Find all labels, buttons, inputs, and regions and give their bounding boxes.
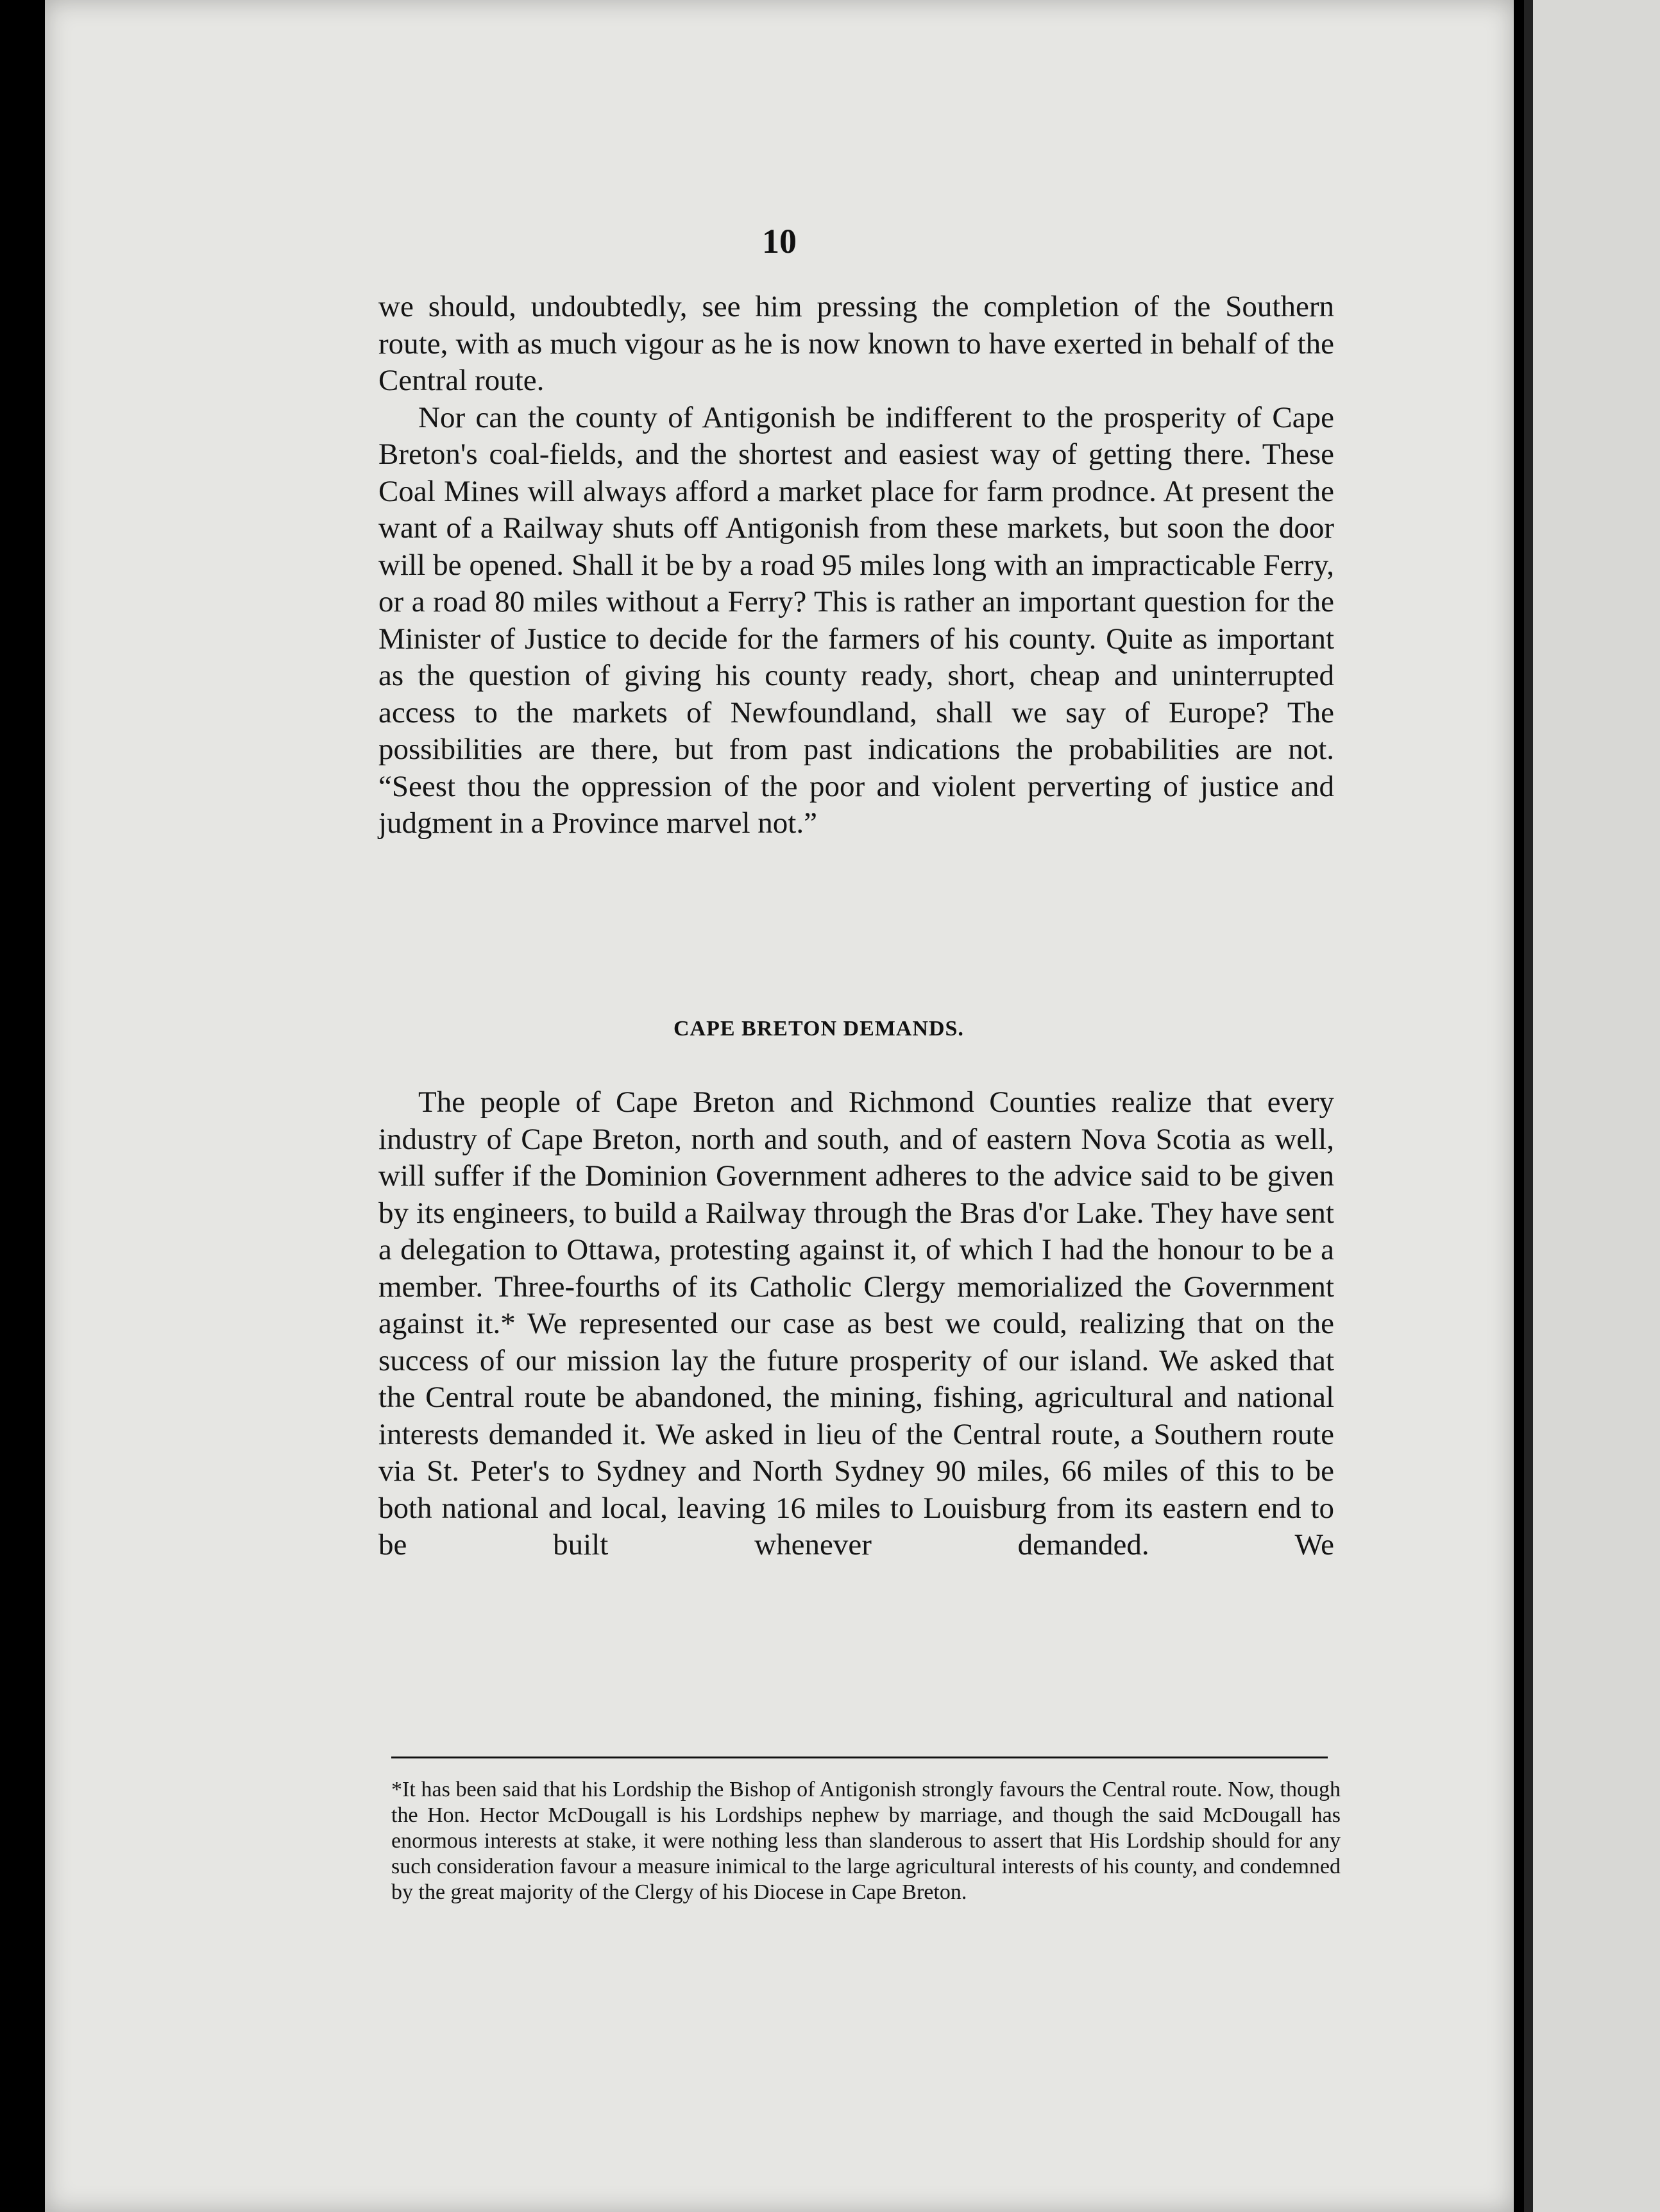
page-number: 10 [762, 222, 797, 260]
footnote: *It has been said that his Lordship the Bishop of Antigonish strongly favours the Central route. Now, though the Hon. Hector McDougall is his Lordships nephew by marriage, and though the said McDougall has enormous interests at stake, it were nothing less than slanderous to assert that His Lordship should for any such consideration favour a measure inimical to the large agricultural interests of his county, and condemned by the great majority of the Clergy of his Diocese in Cape Breton. [391, 1778, 1341, 1904]
paragraph-cape-breton-demands: The people of Cape Breton and Richmond Counties realize that every industry of Cape Breton, north and south, and of eastern Nova Scotia as well, will suffer if the Dominion Government adheres to the advice said to be given by its engineers, to build a Railway through the Bras d'or Lake. They have sent a delegation to Ottawa, protesting against it, of which I had the honour to be a member. Three-fourths of its Catholic Clergy memorialized the Government against it.* We represented our case as best we could, realizing that on the success of our mission lay the future prosperity of our island. We asked that the Central route be abandoned, the mining, fishing, agricultural and national interests demanded it. We asked in lieu of the Central route, a Southern route via St. Peter's to Sydney and North Sydney 90 miles, 66 miles of this to be both national and local, leaving 16 miles to Louisburg from its eastern end to be built whenever demanded. We [378, 1085, 1334, 1561]
paragraph-continuation: we should, undoubtedly, see him pressing the completion of the Southern route, with as much vigour as he is now known to have exerted in behalf of the Central route. [378, 290, 1334, 397]
body-text-lower [378, 1084, 1334, 1564]
adjacent-page-edge [1524, 0, 1660, 2212]
paragraph-antigonish: Nor can the county of Antigonish be indifferent to the prosperity of Cape Breton's coal-fields, and the shortest and easiest way of getting there. These Coal Mines will always afford a market place for farm prodnce. At present the want of a Railway shuts off Antigonish from these markets, but soon the door will be opened. Shall it be by a road 95 miles long with an impracticable Ferry, or a road 80 miles without a Ferry? This is rather an important question for the Minister of Justice to decide for the farmers of his county. Quite as important as the question of giving his county ready, short, cheap and uninterrupted access to the markets of Newfoundland, shall we say of Europe? The possibilities are there, but from past indications the probabilities are not. “Seest thou the oppression of the poor and violent perverting of justice and judgment in a Province marvel not.” [378, 400, 1334, 840]
footnote-rule [391, 1757, 1328, 1758]
section-heading: CAPE BRETON DEMANDS. [673, 1017, 964, 1041]
scanned-page [45, 0, 1514, 2212]
body-text-upper [378, 289, 1334, 842]
